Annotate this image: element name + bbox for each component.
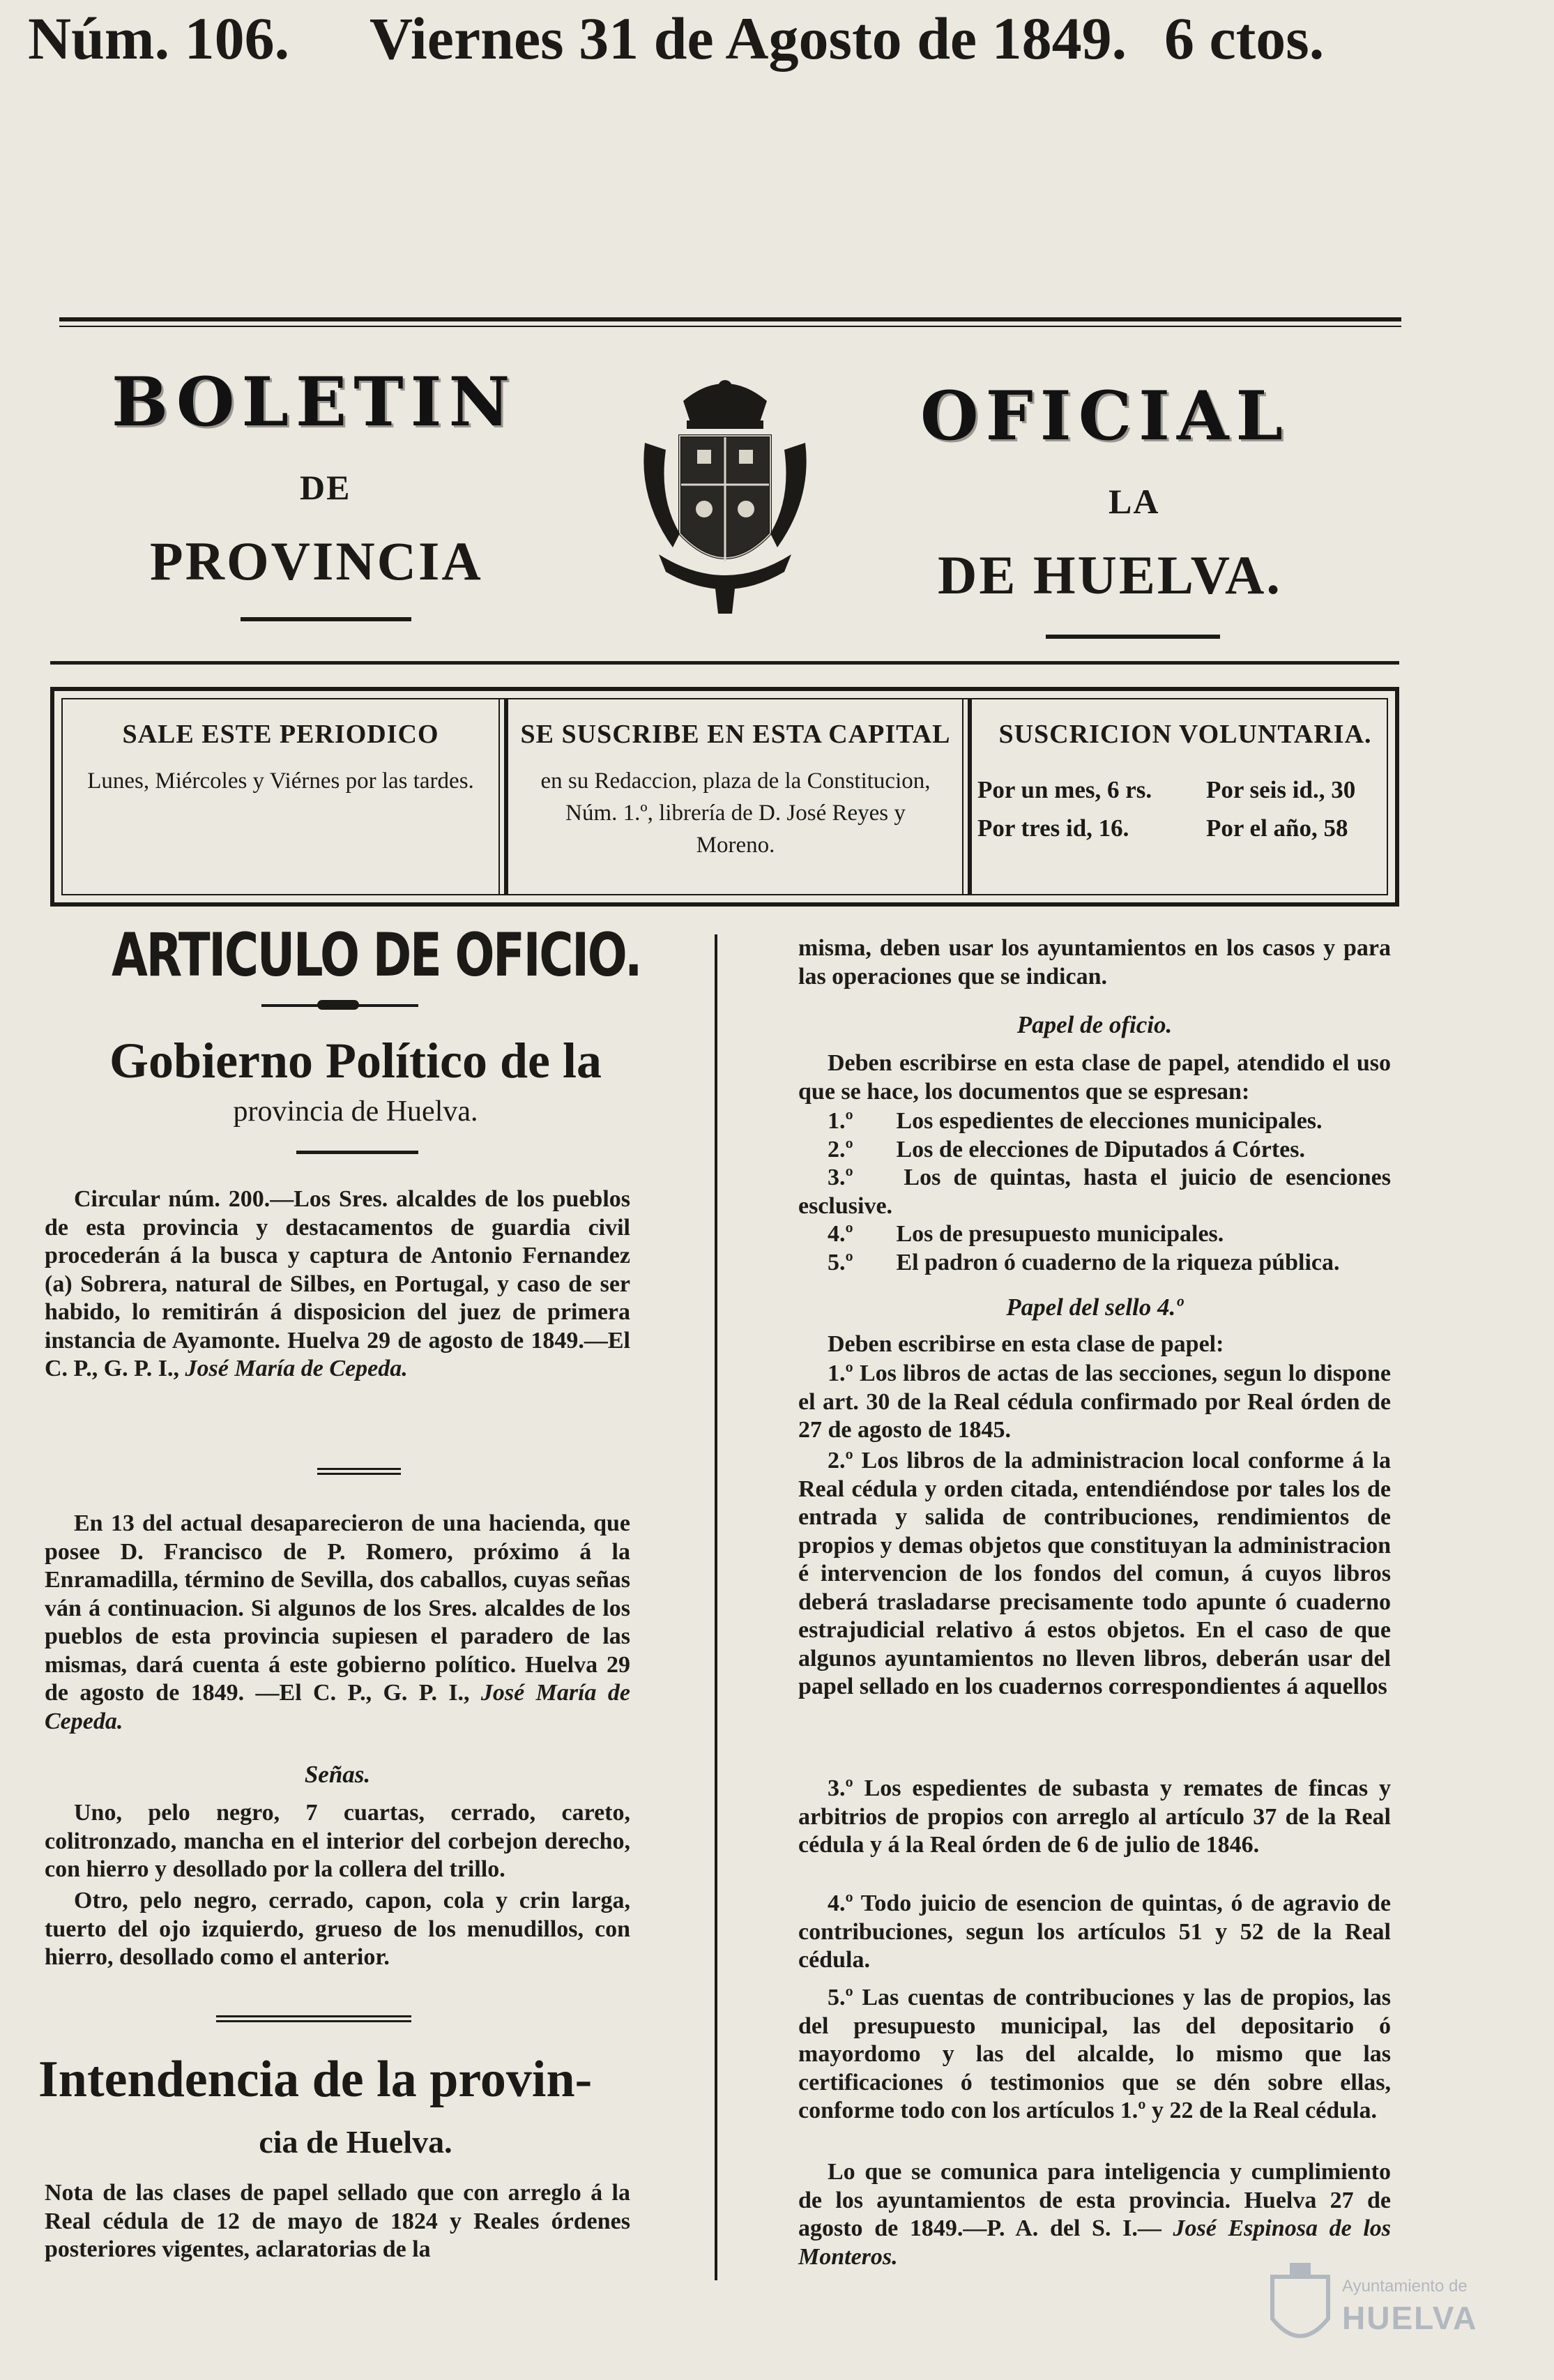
closing-body: Lo que se comunica para inteligencia y cumplimiento de los ayuntamientos de esta provincia. Huelva 27 de agosto de 1849.—P. A. del S. I.— — [798, 2159, 1391, 2241]
info-divider — [498, 699, 500, 894]
masthead-de-huelva: DE HUELVA. — [938, 545, 1282, 605]
masthead-de: DE — [300, 468, 351, 507]
masthead-rule-right — [1046, 635, 1220, 639]
missing-horses-notice — [45, 1510, 630, 1736]
schedule-title: SALE ESTE PERIODICO — [122, 720, 439, 749]
closing-text — [798, 2158, 1391, 2271]
intro-text: misma, deben usar los ayuntamientos en los casos y para las operaciones que se indican. — [798, 935, 1391, 990]
list-item: 4.º Los de presupuesto municipales. — [828, 1221, 1224, 1247]
sello-item-2: 2.º Los libros de la administracion local conforme á la Real cédula y orden citada, entendiéndose por tales los de entrada y salida de contribuciones, rendimientos de propios y demas objetos que constituyan la administracion é intervencion de los fondos del comun, á cuyos libros deberá trasladarse precisamente todo apunte ó cuaderno estrajudicial relativo á estos objetos. En el caso de que algunos ayuntamientos no lleven libros, deberán usar del papel sellado en los cuadernos correspondientes á aquellos — [798, 1448, 1391, 1699]
sello-item-1: 1.º Los libros de actas de las secciones, segun lo dispone el art. 30 de la Real cédula confirmado por Real órden de 27 de agosto de 1845. — [798, 1360, 1391, 1443]
schedule-text: Lunes, Miércoles y Viérnes por las tardes. — [87, 768, 474, 794]
issue-date: Viernes 31 de Agosto de 1849. — [370, 5, 1127, 72]
column-divider — [715, 934, 717, 2280]
oficio-list — [798, 1107, 1391, 1277]
section-title: ARTICULO DE OFICIO. — [112, 920, 641, 990]
issue-number: Núm. 106. — [28, 5, 290, 72]
prices-title: SUSCRICION VOLUNTARIA. — [998, 720, 1372, 749]
sello-item-3: 3.º Los espedientes de subasta y remates de fincas y arbitrios de propios con arreglo al artículo 37 de la Real cédula y á la Real órden de 6 de julio de 1846. — [798, 1775, 1391, 1858]
subscription-info-box — [50, 687, 1399, 907]
sello-intro: Deben escribirse en esta clase de papel: — [828, 1331, 1224, 1357]
circular-200 — [45, 1185, 630, 1384]
intendencia-title: Intendencia de la provin- — [38, 2051, 593, 2108]
info-divider — [962, 699, 963, 894]
list-item: 3.º Los de quintas, hasta el juicio de esenciones esclusive. — [798, 1165, 1392, 1219]
info-divider — [504, 699, 508, 894]
separator-ornament — [317, 1468, 401, 1475]
masthead-oficial: OFICIAL — [920, 377, 1290, 455]
price-three: Por tres id, 16. — [977, 814, 1129, 842]
shield-icon — [1269, 2263, 1332, 2354]
sello-item-5: 5.º Las cuentas de contribuciones y las de propios, las del presupuesto municipal, las del depositario ó mayordomo y las del alcalde, lo mismo que las certificaciones ó testimonios que se dén sobre ellas, conforme todo con los artículos 1.º y 22 de la Real cédula. — [798, 1985, 1391, 2123]
watermark-line2: HUELVA — [1342, 2300, 1478, 2336]
papel-oficio-intro: Deben escribirse en esta clase de papel, atendido el uso que se hace, los documentos que se espresan: — [798, 1050, 1391, 1105]
list-item: 1.º Los espedientes de elecciones municipales. — [828, 1108, 1323, 1134]
masthead-la: LA — [1109, 482, 1160, 521]
horses-text: En 13 del actual desaparecieron de una hacienda, que posee D. Francisco de P. Romero, próximo á la Enramadilla, término de Sevilla, dos caballos, cuyas señas ván á continuacion. Si algunos de los Sres. alcaldes de los pueblos de esta provincia supiesen el paradero de las mismas, dará cuenta á este gobierno político. Huelva 29 de agosto de 1849. —El C. P., G. P. I., — [45, 1510, 630, 1706]
watermark-line1: Ayuntamiento de — [1342, 2277, 1468, 2296]
gobierno-rule — [296, 1151, 418, 1154]
issue-header — [0, 0, 1339, 77]
circular-signature: José María de Cepeda. — [185, 1356, 408, 1381]
senas-title: Señas. — [304, 1761, 371, 1788]
subscription-prices — [976, 699, 1394, 894]
subscription-place-title: SE SUSCRIBE EN ESTA CAPITAL — [520, 720, 951, 749]
sello-item-4: 4.º Todo juicio de esencion de quintas, ó de agravio de contribuciones, segun los artículos 51 y 52 de la Real cédula. — [798, 1890, 1391, 1973]
coat-of-arms-icon — [631, 373, 819, 624]
subscription-place-text: en su Redaccion, plaza de la Constitucion, Núm. 1.º, librería de D. José Reyes y Moreno. — [540, 768, 931, 858]
title-ornament-center — [317, 1000, 359, 1010]
sello-title: Papel del sello 4.º — [1006, 1294, 1183, 1321]
price-year: Por el año, 58 — [1206, 814, 1348, 842]
subscription-place — [512, 699, 959, 894]
infobox-top-rule — [50, 661, 1399, 665]
issue-price: 6 ctos. — [1164, 5, 1325, 72]
info-divider — [968, 699, 972, 894]
list-item: 5.º El padron ó cuaderno de la riqueza pública. — [828, 1249, 1340, 1275]
papel-oficio-title: Papel de oficio. — [1016, 1011, 1173, 1038]
masthead-provincia: PROVINCIA — [150, 531, 483, 591]
list-item: 2.º Los de elecciones de Diputados á Córtes. — [828, 1136, 1305, 1162]
gobierno-title: Gobierno Político de la — [109, 1033, 602, 1089]
publication-schedule — [63, 699, 498, 894]
intendencia-subtitle: cia de Huelva. — [259, 2124, 452, 2160]
price-month: Por un mes, 6 rs. — [977, 776, 1152, 803]
masthead-boletin: BOLETIN — [112, 363, 517, 441]
nota-papel-sellado: Nota de las clases de papel sellado que con arreglo á la Real cédula de 12 de mayo de 1824 y Reales órdenes posteriores vigentes, aclaratorias de la — [45, 2180, 630, 2262]
separator-ornament — [216, 2015, 411, 2022]
header-rule-thin — [59, 326, 1401, 327]
price-six: Por seis id., 30 — [1206, 776, 1356, 803]
masthead-rule-left — [241, 617, 411, 621]
gobierno-subtitle: provincia de Huelva. — [233, 1096, 478, 1128]
archive-watermark — [1269, 2256, 1527, 2360]
senas-first-horse: Uno, pelo negro, 7 cuartas, cerrado, careto, colitronzado, mancha en el interior del corbejon derecho, con hierro y desollado por la collera del trillo. — [45, 1800, 630, 1882]
horses-signature: José María de Cepeda. — [45, 1680, 630, 1734]
senas-second-horse: Otro, pelo negro, cerrado, capon, cola y crin larga, tuerto del ojo izquierdo, grueso de los menudillos, con hierro, desollado como el anterior. — [45, 1888, 630, 1970]
circular-text: Circular núm. 200.—Los Sres. alcaldes de los pueblos de esta provincia y destacamentos de guardia civil procederán á la busca y captura de Antonio Fernandez (a) Sobrera, natural de Silbes, en Portugal, y caso de ser habido, lo remitirán á disposicion del juez de primera instancia de Ayamonte. Huelva 29 de agosto de 1849.—El C. P., G. P. I., — [45, 1186, 630, 1381]
closing-signature: José Espinosa de los Monteros. — [798, 2215, 1392, 2270]
header-rule — [59, 317, 1401, 321]
